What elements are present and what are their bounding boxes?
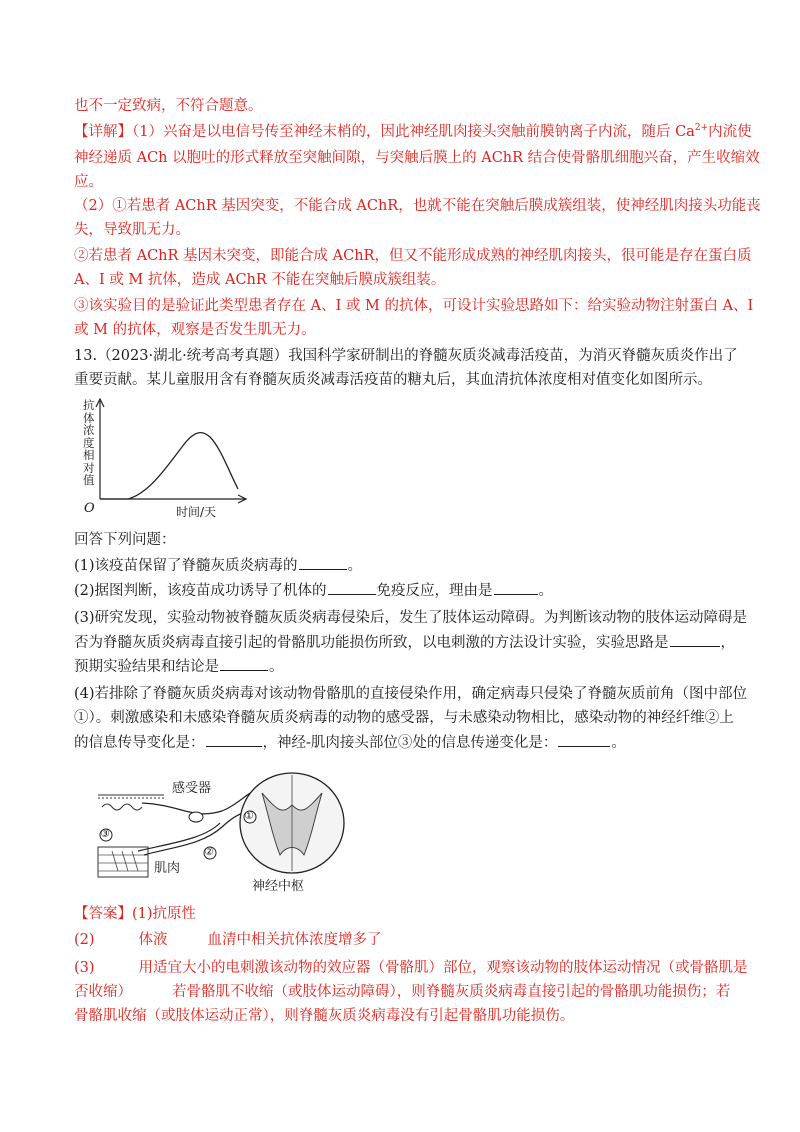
answer-line-2: [74, 930, 382, 950]
q3-text-a: 否为脊髓灰质炎病毒直接引起的骨骼肌功能损伤所致，以电刺激的方法设计实验，实验思路是: [74, 635, 669, 651]
q2-text-c: 。: [538, 583, 554, 599]
reflex-arc-diagram: [92, 765, 372, 895]
answer-line-1: [74, 904, 196, 924]
q3-text-d: 。: [269, 659, 284, 675]
answer-3-text-3: 若骨骼肌不收缩（或肢体运动障碍），则脊髓灰质炎病毒直接引起的骨骼肌功能损伤；若: [172, 984, 731, 1000]
answer-3-text-2: 否收缩）: [74, 984, 132, 1000]
ganglion: [189, 812, 203, 822]
question-stem-a: 我国科学家研制出的脊髓灰质炎减毒活疫苗，为消灭脊髓灰质炎作出了: [288, 348, 738, 364]
question-3-line-2: [74, 632, 735, 653]
antibody-curve: [100, 433, 238, 499]
question-1: [74, 555, 362, 576]
explanation-p1-line-2: 神经递质 ACh 以胞吐的形式释放至突触间隙，与突触后膜上的 AChR 结合使骨骼肌细胞兴奋，产生收缩效: [74, 150, 760, 166]
marker-1: ①: [244, 809, 254, 822]
marker-2: ②: [204, 845, 214, 858]
question-4-line-3: [74, 732, 626, 753]
receptor-ending: [102, 804, 142, 810]
q4-blank-2[interactable]: [558, 732, 610, 747]
question-2: [74, 580, 553, 601]
explanation-p1-line-1: [74, 122, 752, 142]
q4-text-b: ，神经-肌肉接头部位③处的信息传递变化是：: [262, 735, 558, 751]
explanation-p4-line-2: 或 M 的抗体，观察是否发生肌无力。: [74, 322, 316, 338]
answer-2-part-2: 血清中相关抗体浓度增多了: [207, 932, 382, 948]
answer-tag: 【答案】: [74, 906, 132, 922]
q3-blank-2[interactable]: [220, 656, 268, 671]
q2-text-a: (2)据图判断，该疫苗成功诱导了机体的: [74, 583, 327, 599]
answer-2-part-1: 体液: [138, 932, 168, 948]
muscle-label: 肌肉: [154, 861, 181, 876]
receptor-label: 感受器: [172, 781, 212, 796]
answer-3-text-1: 用适宜大小的电刺激该动物的效应器（骨骼肌）部位，观察该动物的肢体运动情况（或骨骼肌是: [138, 960, 748, 976]
explanation-p1-line-3: 应。: [74, 174, 103, 190]
q3-text-c: 预期实验结果和结论是: [74, 659, 219, 675]
q2-blank-2[interactable]: [494, 580, 538, 595]
q1-blank[interactable]: [299, 555, 347, 570]
q3-text-b: ，: [720, 635, 735, 651]
graph-origin: O: [84, 501, 95, 516]
question-3-line-1: (3)研究发现，实验动物被脊髓灰质炎病毒侵染后，发生了肢体运动障碍。为判断该动物的肢体运动障碍是: [74, 610, 748, 626]
answer-3-num: (3): [74, 960, 95, 976]
explanation-line-1: 也不一定致病，不符合题意。: [74, 98, 263, 114]
q1-text-a: (1)该疫苗保留了脊髓灰质炎病毒的: [74, 558, 298, 574]
q2-text-b: 免疫反应，理由是: [376, 583, 493, 599]
question-source: （2023·湖北·统考高考真题）: [97, 348, 289, 364]
q4-text-c: 。: [611, 735, 626, 751]
p1-text-a: （1）兴奋是以电信号传至神经末梢的，因此神经肌肉接头突触前膜钠离子内流，随后 Ca: [132, 124, 695, 140]
muscle-shape: [98, 847, 148, 877]
graph-svg: [80, 395, 250, 520]
explanation-p3-line-1: ②若患者 AChR 基因未突变，即能合成 AChR，但又不能形成成熟的神经肌肉接头，很可能是存在蛋白质: [74, 248, 752, 264]
question-4-line-2: ①）。刺激感染和未感染脊髓灰质炎病毒的动物的感受器，与未感染动物相比，感染动物的神经纤维②上: [74, 710, 734, 726]
question-stem-line-1: [74, 346, 738, 366]
explanation-p3-line-2: A、I 或 M 抗体，造成 AChR 不能在突触后膜成簇组装。: [74, 272, 446, 288]
center-label: 神经中枢: [252, 879, 305, 894]
q3-blank-1[interactable]: [670, 632, 720, 647]
graph-ylabel: 抗体浓度相对值: [83, 398, 95, 487]
answer-line-5: 骨骼肌收缩（或肢体运动正常），则脊髓灰质炎病毒没有引起骨骼肌功能损伤。: [74, 1008, 575, 1024]
question-prompt: 回答下列问题：: [74, 532, 176, 548]
question-3-line-3: [74, 656, 284, 677]
graph-xlabel: 时间/天: [176, 505, 217, 519]
explanation-p2-line-2: 失，导致肌无力。: [74, 222, 190, 238]
p1-text-b: 内流使: [708, 124, 752, 140]
detail-tag: 【详解】: [74, 124, 132, 140]
answer-1: (1)抗原性: [132, 906, 197, 922]
question-number: 13.: [74, 348, 98, 364]
diagram-svg: [92, 765, 372, 895]
q2-blank-1[interactable]: [328, 580, 376, 595]
explanation-p2-line-1: （2）①若患者 AChR 基因突变，不能合成 AChR，也就不能在突触后膜成簇组装，使神经肌肉接头功能丧: [74, 198, 761, 214]
question-4-line-1: (4)若排除了脊髓灰质炎病毒对该动物骨骼肌的直接侵染作用，确定病毒只侵染了脊髓灰质前角（图中部位: [74, 686, 748, 702]
answer-line-3: [74, 958, 748, 978]
answer-2-num: (2): [74, 932, 95, 948]
q4-blank-1[interactable]: [206, 732, 262, 747]
antibody-concentration-graph: [80, 395, 250, 520]
marker-3: ③: [100, 827, 110, 840]
explanation-p4-line-1: ③该实验目的是验证此类型患者存在 A、I 或 M 的抗体，可设计实验思路如下：给实验动物注射蛋白 A、I: [74, 298, 754, 314]
answer-line-4: [74, 982, 730, 1002]
calcium-charge: 2+: [694, 123, 709, 134]
q1-text-b: 。: [347, 558, 363, 574]
question-stem-line-2: 重要贡献。某儿童服用含有脊髓灰质炎减毒活疫苗的糖丸后，其血清抗体浓度相对值变化如图所示。: [74, 372, 712, 388]
q4-text-a: 的信息传导变化是：: [74, 735, 205, 751]
